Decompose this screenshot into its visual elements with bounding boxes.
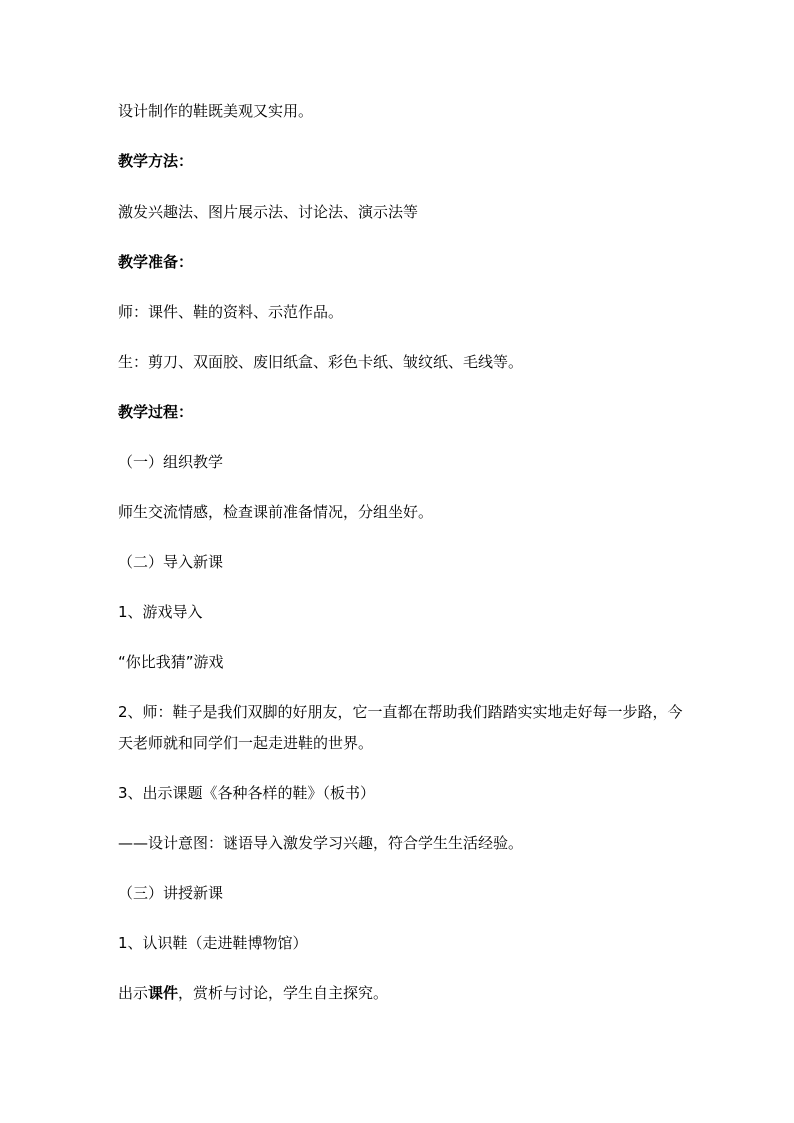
courseware-bold: 课件 bbox=[148, 984, 179, 1002]
heading-teaching-preparation: 教学准备： bbox=[118, 253, 194, 271]
design-intent: ——设计意图：谜语导入激发学习兴趣，符合学生生活经验。 bbox=[118, 834, 524, 852]
teaching-methods-text: 激发兴趣法、图片展示法、讨论法、演示法等 bbox=[118, 203, 419, 221]
step-game-text: “你比我猜”游戏 bbox=[118, 653, 224, 671]
step-courseware-line bbox=[118, 983, 388, 1003]
step-show-topic: 3、出示课题《各种各样的鞋》（板书） bbox=[118, 784, 376, 802]
heading-teaching-methods: 教学方法： bbox=[118, 152, 194, 170]
section-new-lesson-title: （三）讲授新课 bbox=[118, 884, 224, 902]
section-organize-title: （一）组织教学 bbox=[118, 453, 224, 471]
step-know-shoes: 1、认识鞋（走进鞋博物馆） bbox=[118, 934, 308, 952]
courseware-suffix: ，赏析与讨论，学生自主探究。 bbox=[178, 984, 389, 1002]
preparation-students: 生：剪刀、双面胶、废旧纸盒、彩色卡纸、皱纹纸、毛线等。 bbox=[118, 353, 524, 371]
section-organize-text: 师生交流情感，检查课前准备情况，分组坐好。 bbox=[118, 503, 434, 521]
intro-line: 设计制作的鞋既美观又实用。 bbox=[118, 102, 314, 120]
step-teacher-speech: 2、师：鞋子是我们双脚的好朋友，它一直都在帮助我们踏踏实实地走好每一步路，今天老师就和同学们一起走进鞋的世界。 bbox=[118, 703, 683, 752]
section-introduce-title: （二）导入新课 bbox=[118, 553, 224, 571]
step-game-intro: 1、游戏导入 bbox=[118, 603, 203, 621]
heading-teaching-process: 教学过程： bbox=[118, 403, 194, 421]
courseware-prefix: 出示 bbox=[118, 984, 149, 1002]
preparation-teacher: 师：课件、鞋的资料、示范作品。 bbox=[118, 303, 344, 321]
